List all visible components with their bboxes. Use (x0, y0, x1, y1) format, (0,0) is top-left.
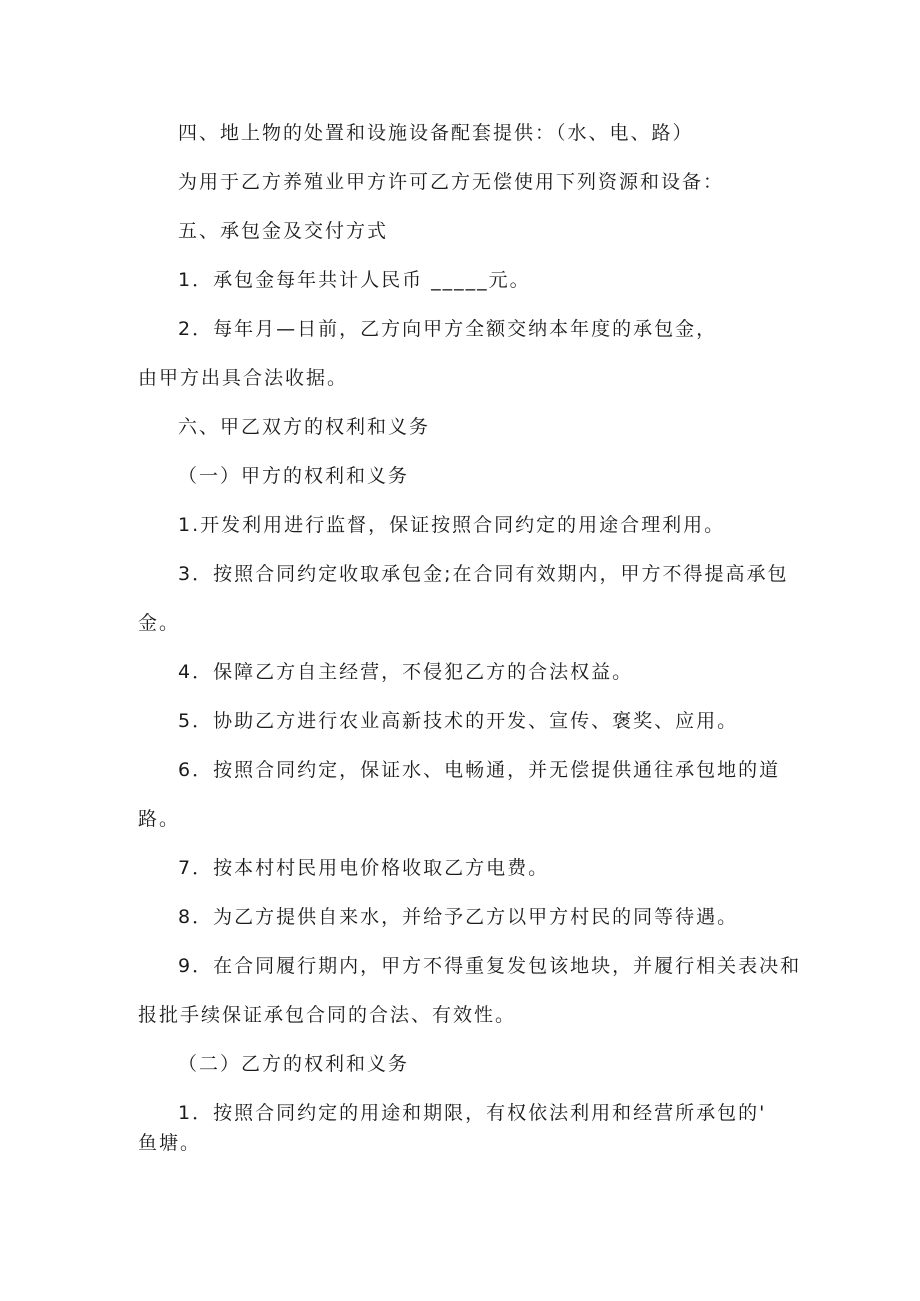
paragraph: 为用于乙方养殖业甲方许可乙方无偿使用下列资源和设备： (178, 171, 725, 193)
clause-continuation: 报批手续保证承包合同的合法、有效性。 (138, 1004, 517, 1026)
clause-item: 2．每年月—日前，乙方向甲方全额交纳本年度的承包金， (178, 318, 718, 340)
clause-continuation: 鱼塘。 (138, 1132, 202, 1154)
subsection-heading-party-a: （一）甲方的权利和义务 (178, 465, 410, 487)
clause-item: 4．保障乙方自主经营，不侵犯乙方的合法权益。 (178, 661, 634, 683)
clause-item: 7．按本村村民用电价格收取乙方电费。 (178, 857, 550, 879)
section-heading-4: 四、地上物的处置和设施设备配套提供：（水、电、路） (178, 122, 694, 144)
clause-continuation: 由甲方出具合法收据。 (138, 367, 349, 389)
clause-item: 5．协助乙方进行农业高新技术的开发、宣传、褒奖、应用。 (178, 710, 739, 732)
section-heading-6: 六、甲乙双方的权利和义务 (178, 416, 431, 438)
clause-continuation: 路。 (138, 808, 181, 830)
clause-item: 1．承包金每年共计人民币 _____元。 (178, 269, 531, 291)
clause-item: 8．为乙方提供自来水，并给予乙方以甲方村民的同等待遇。 (178, 906, 739, 928)
clause-item: 6．按照合同约定，保证水、电畅通，并无偿提供通往承包地的道 (178, 759, 781, 781)
clause-item: 1．按照合同约定的用途和期限，有权依法利用和经营所承包的' (178, 1102, 767, 1124)
subsection-heading-party-b: （二）乙方的权利和义务 (178, 1053, 410, 1075)
clause-continuation: 金。 (138, 612, 181, 634)
clause-item: 1.开发利用进行监督，保证按照合同约定的用途合理利用。 (178, 514, 726, 536)
clause-item: 3．按照合同约定收取承包金;在合同有效期内，甲方不得提高承包 (178, 563, 789, 585)
clause-item: 9．在合同履行期内，甲方不得重复发包该地块，并履行相关表决和 (178, 955, 802, 977)
section-heading-5: 五、承包金及交付方式 (178, 220, 389, 242)
